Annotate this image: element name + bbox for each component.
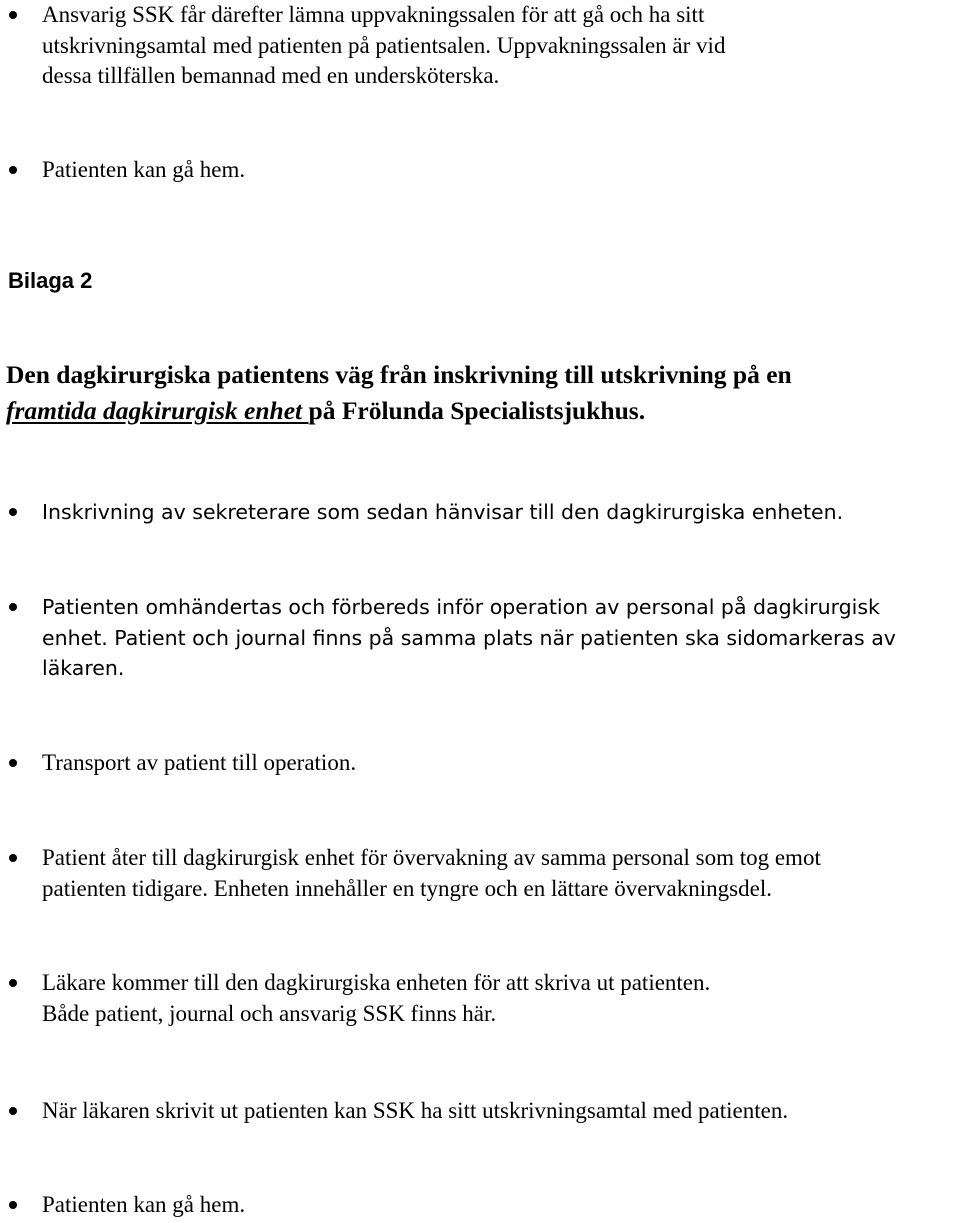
bullet-item [0, 155, 960, 186]
heading-line-2-rest: på Frölunda Specialistsjukhus. [308, 396, 646, 425]
bullet-text: Transport av patient till operation. [42, 750, 357, 775]
bullet-item [0, 497, 960, 528]
bullet-text: Patient åter till dagkirurgisk enhet för övervakning av samma personal som tog emot patienten tidigare. Enheten innehåller en tyngre och en lättare övervakningsdel. [42, 845, 821, 901]
heading-line-2 [6, 393, 960, 429]
bullet-dot-icon [9, 603, 17, 611]
bullet-text: Patienten kan gå hem. [42, 1192, 246, 1217]
bullet-dot-icon [9, 854, 17, 862]
bullet-text: Patienten kan gå hem. [42, 157, 246, 182]
bullet-item [0, 843, 960, 904]
bullet-text: Patienten omhändertas och förbereds inför operation av personal på dagkirurgisk enhet. Patient och journal finns på samma plats när patienten ska sidomarkeras av läkaren. [42, 595, 896, 680]
appendix-label: Bilaga 2 [8, 268, 93, 293]
bullet-dot-icon [9, 11, 17, 19]
bullet-text: Ansvarig SSK får därefter lämna uppvakningssalen för att gå och ha sitt utskrivningsamtal med patienten på patientsalen. Uppvakningssalen är vid dessa tillfällen bemannad med en undersköterska. [42, 2, 726, 88]
bullet-text: Läkare kommer till den dagkirurgiska enheten för att skriva ut patienten. Både patient, journal och ansvarig SSK finns här. [42, 970, 711, 1026]
bullet-dot-icon [9, 1201, 17, 1209]
heading-line-1: Den dagkirurgiska patientens väg från inskrivning till utskrivning på en [6, 360, 792, 389]
bullet-dot-icon [9, 508, 17, 516]
bullet-item [0, 0, 960, 92]
bullet-dot-icon [9, 1107, 17, 1115]
bullet-dot-icon [9, 979, 17, 987]
bullet-item [0, 968, 960, 1029]
bullet-text: Inskrivning av sekreterare som sedan hänvisar till den dagkirurgiska enheten. [42, 500, 844, 524]
heading-emphasis: framtida dagkirurgisk enhet [6, 396, 309, 425]
bullet-dot-icon [9, 759, 17, 767]
bullet-item [0, 592, 960, 684]
bullet-text: När läkaren skrivit ut patienten kan SSK ha sitt utskrivningsamtal med patienten. [42, 1098, 789, 1123]
bullet-item [0, 1096, 960, 1127]
bullet-item [0, 748, 960, 779]
bullet-item [0, 1190, 960, 1221]
bullet-dot-icon [9, 166, 17, 174]
section-heading [6, 357, 960, 429]
